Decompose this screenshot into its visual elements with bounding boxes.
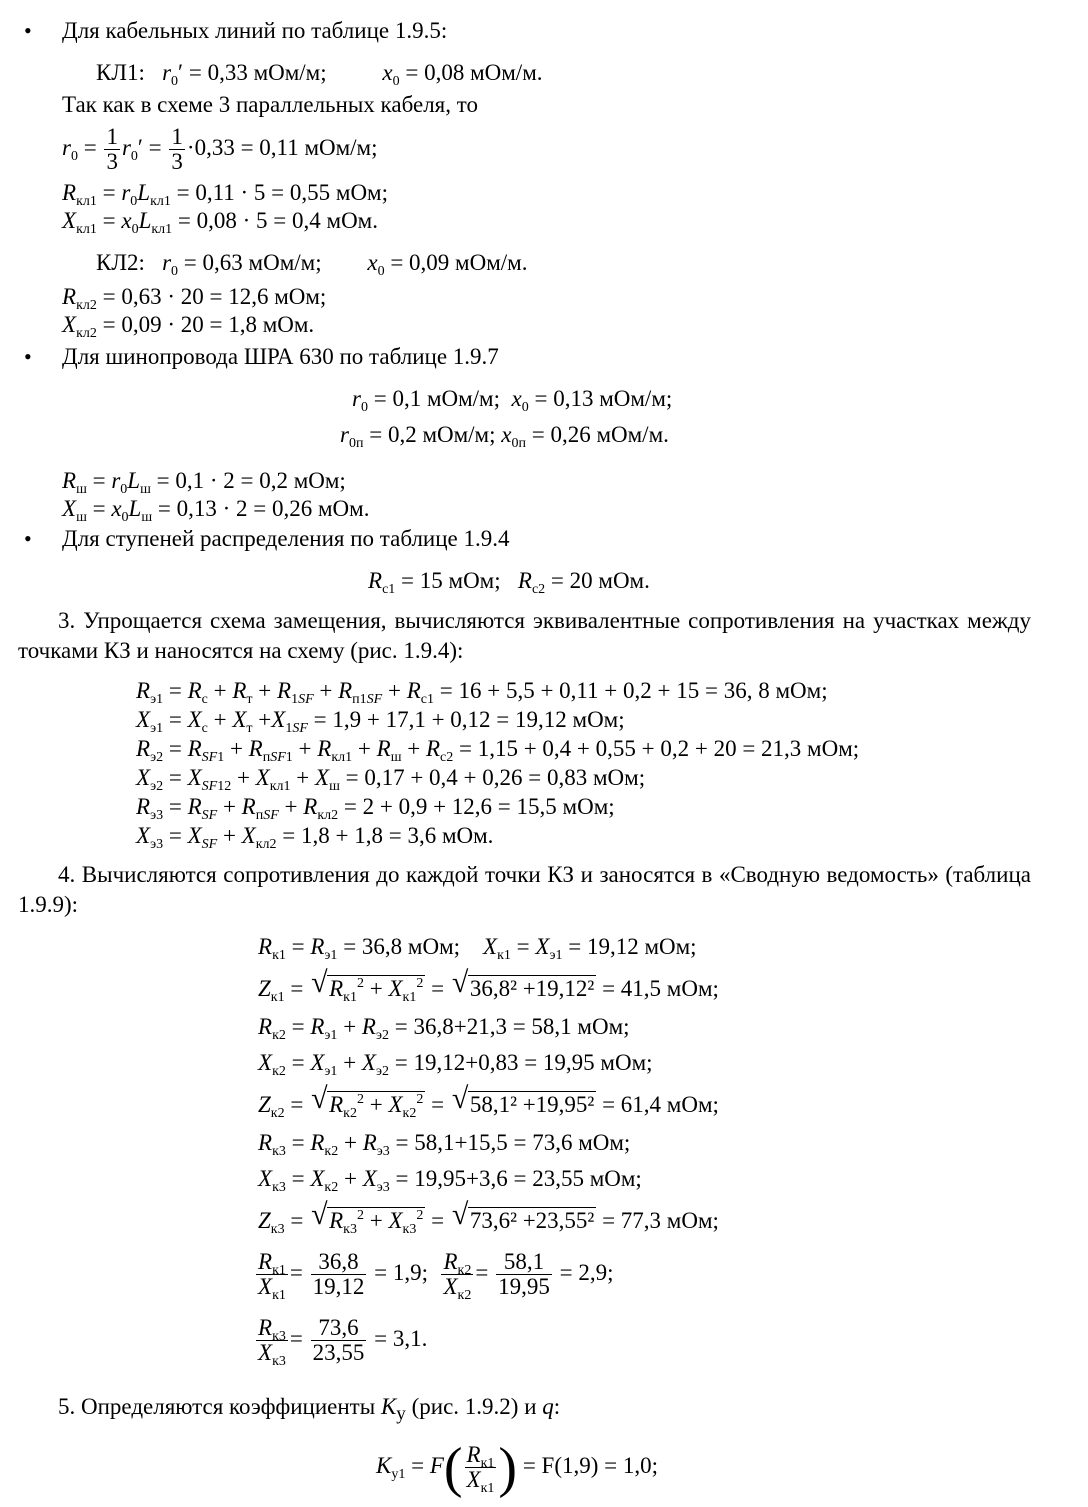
- r-sh-value: = 0,1 · 2 = 0,2 мОм;: [156, 468, 346, 493]
- xk2-value: = 19,12+0,83 = 19,95 мОм;: [394, 1050, 653, 1075]
- zk1-result: = 41,5 мОм;: [602, 976, 719, 1001]
- r-kl2-formula: $R_{кл2} = 0,63 \cdot 20 = 12,6$ мОм;: [62, 284, 327, 313]
- stages-values: $R_{c1} = 15$ мОм; $R_{c2} = 20$ мОм.: [368, 568, 650, 597]
- x-kl2-formula: $X_{кл2} = 0,09 \cdot 20 = 1,8$ мОм.: [62, 312, 315, 341]
- busway-intro: Для шинопровода ШРА 630 по таблице 1.9.7: [62, 344, 499, 369]
- kl2-r0-value: 0,63 мОм/м;: [202, 250, 322, 275]
- ratio1-symbolic: $\frac{R_{к1}}{X_{к1}}$: [258, 1249, 286, 1304]
- busway-r0p-value: 0,2 мОм/м;: [387, 422, 496, 447]
- bullet-mark: •: [24, 526, 32, 551]
- ky1-formula: $K_{у1} = F$( $\frac{R_{к1}}{X_{к1}}$ ) = F(1,9) = 1,0;: [376, 1436, 659, 1499]
- ratio2-result: = 2,9;: [559, 1260, 614, 1285]
- zk1-line: $Z_{к1}$ = √ $R_{к1}^2 + X_{к1}^2$ = √ 36,8² +19,12² = 41,5 мОм;: [258, 974, 719, 1004]
- step3-paragraph: 3. Упрощается схема замещения, вычисляются эквивалентные сопротивления на участках между точками КЗ и наносятся на схему (рис. 1.9.4):: [18, 608, 1031, 663]
- r-kl1-formula: $R_{кл1} = r_0L_{кл1} = 0,11 \cdot 5 = 0,55$ мОм;: [62, 180, 388, 209]
- xk2-line: $X_{к2} = X_{э1} + X_{э2} = 19,12+0,83 = 19,95$ мОм;: [258, 1050, 653, 1079]
- re1-value: = 16 + 5,5 + 0,11 + 0,2 + 15 = 36, 8 мОм;: [439, 678, 828, 703]
- busway-r0p-line: $r_{0п} = 0,2$ мОм/м; $x_{0п} = 0,26$ мОм/м.: [340, 422, 669, 451]
- zk2-line: $Z_{к2}$ = √ $R_{к2}^2 + X_{к2}^2$ = √ 58,1² +19,95² = 61,4 мОм;: [258, 1090, 719, 1120]
- kl1-x0-value: 0,08 мОм/м.: [424, 60, 543, 85]
- r-kl1-value: = 0,11 · 5 = 0,55 мОм;: [176, 180, 388, 205]
- re3-value: = 2 + 0,9 + 12,6 = 15,5 мОм;: [343, 794, 615, 819]
- bullet-mark: •: [24, 344, 32, 369]
- xe2-value: = 0,17 + 0,4 + 0,26 = 0,83 мОм;: [345, 765, 646, 790]
- kl1-line: КЛ1: $r_0' = 0,33$ мОм/м; $x_0 = 0,08$ мОм/м.: [96, 60, 543, 89]
- r-sh-formula: $R_ш = r_0L_ш = 0,1 \cdot 2 = 0,2$ мОм;: [62, 468, 346, 497]
- x-sh-formula: $X_ш = x_0L_ш = 0,13 \cdot 2 = 0,26$ мОм.: [62, 496, 370, 525]
- ratio2-numeric: $\frac{58,1}{19,95}$: [498, 1249, 550, 1300]
- ratio3-numeric: $\frac{73,6}{23,55}$: [312, 1315, 365, 1366]
- xe3-value: = 1,8 + 1,8 = 3,6 мОм.: [282, 823, 494, 848]
- zk2-result: = 61,4 мОм;: [602, 1092, 719, 1117]
- kl1-r0p-value: 0,33 мОм/м;: [207, 60, 327, 85]
- x-sh-value: = 0,13 · 2 = 0,26 мОм.: [157, 496, 370, 521]
- r-kl2-value: = 0,63 · 20 = 12,6 мОм;: [102, 284, 327, 309]
- xk1-value: 19,12 мОм;: [586, 934, 697, 959]
- rk3-value: = 58,1+15,5 = 73,6 мОм;: [395, 1130, 631, 1155]
- re2-formula: $R_{э2} = R_{SF1} + R_{пSF1} + R_{кл1} + R_ш + R_{с2} = 1,15 + 0,4 + 0,55 + 0,2 + 20 = 21,3$ мОм;: [136, 736, 860, 765]
- x-kl1-formula: $X_{кл1} = x_0L_{кл1} = 0,08 \cdot 5 = 0,4$ мОм.: [62, 208, 378, 237]
- r0-formula: $r_0$ = $\frac{1}{3}$ $r_0'$ = $\frac{1}{3}$ ·0,33 = 0,11 мОм/м;: [62, 124, 378, 175]
- busway-r0-value: 0,1 мОм/м;: [392, 386, 500, 411]
- bullet-mark: •: [24, 18, 32, 43]
- ratio3-result: = 3,1.: [374, 1326, 428, 1351]
- kl2-label: КЛ2:: [96, 250, 145, 275]
- zk1-expr: 36,8² +19,12²: [469, 976, 595, 1001]
- busway-x0p-value: 0,26 мОм/м.: [550, 422, 669, 447]
- r0-calc: 0,33 = 0,11 мОм/м;: [194, 135, 378, 160]
- parallel-text: Так как в схеме 3 параллельных кабеля, то: [62, 92, 478, 117]
- rk2-value: = 36,8+21,3 = 58,1 мОм;: [394, 1014, 630, 1039]
- xe3-formula: $X_{э3} = X_{SF} + X_{кл2} = 1,8 + 1,8 = 3,6$ мОм.: [136, 823, 494, 852]
- busway-x0-value: 0,13 мОм/м;: [553, 386, 673, 411]
- ratio-line-2: $\frac{R_{к3}}{X_{к3}}$ = $\frac{73,6}{23,55}$ = 3,1.: [258, 1315, 428, 1370]
- step5-line: 5. Определяются коэффициенты $K_у$ (рис. 1.9.2) и q:: [58, 1394, 561, 1425]
- x-kl2-value: = 0,09 · 20 = 1,8 мОм.: [102, 312, 315, 337]
- zk2-expr: 58,1² +19,95²: [469, 1092, 595, 1117]
- ky1-result: = F(1,9) = 1,0;: [522, 1453, 659, 1478]
- ratio2-symbolic: $\frac{R_{к2}}{X_{к2}}$: [443, 1249, 472, 1304]
- kl2-x0-value: 0,09 мОм/м.: [409, 250, 528, 275]
- xk3-line: $X_{к3} = X_{к2} + X_{э3} = 19,95+3,6 = 23,55$ мОм;: [258, 1166, 642, 1195]
- xk3-value: = 19,95+3,6 = 23,55 мОм;: [395, 1166, 642, 1191]
- busway-r0-line: $r_0 = 0,1$ мОм/м; $x_0 = 0,13$ мОм/м;: [352, 386, 673, 415]
- step5-text-a: 5. Определяются коэффициенты: [58, 1394, 376, 1419]
- xe1-value: = 1,9 + 17,1 + 0,12 = 19,12 мОм;: [313, 707, 625, 732]
- ratio1-numeric: $\frac{36,8}{19,12}$: [312, 1249, 365, 1300]
- cables-intro: Для кабельных линий по таблице 1.9.5:: [62, 18, 448, 43]
- rc2-value: 20 мОм.: [569, 568, 650, 593]
- re3-formula: $R_{э3} = R_{SF} + R_{пSF} + R_{кл2} = 2 + 0,9 + 12,6 = 15,5$ мОм;: [136, 794, 615, 823]
- step4-paragraph: 4. Вычисляются сопротивления до каждой точки КЗ и заносятся в «Сводную ведомость» (таблица 1.9.9):: [18, 862, 1031, 917]
- rc1-value: 15 мОм;: [419, 568, 501, 593]
- rk1-value: 36,8 мОм;: [361, 934, 461, 959]
- ratio-line-1: $\frac{R_{к1}}{X_{к1}}$ = $\frac{36,8}{19,12}$ = 1,9; $\frac{R_{к2}}{X_{к2}}$ = $\frac{58,1}{19,95}$ = 2,9;: [258, 1249, 614, 1304]
- zk3-result: = 77,3 мОм;: [602, 1208, 719, 1233]
- rk3-line: $R_{к3} = R_{к2} + R_{э3} = 58,1+15,5 = 73,6$ мОм;: [258, 1130, 631, 1159]
- rk1-line: $R_{к1} = R_{э1} = 36,8$ мОм; $X_{к1} = X_{э1} = 19,12$ мОм;: [258, 934, 697, 963]
- zk3-expr: 73,6² +23,55²: [469, 1208, 595, 1233]
- ratio3-symbolic: $\frac{R_{к3}}{X_{к3}}$: [258, 1315, 286, 1370]
- kl1-label: КЛ1:: [96, 60, 145, 85]
- ratio1-result: = 1,9;: [374, 1260, 428, 1285]
- kl2-line: КЛ2: $r_0 = 0,63$ мОм/м; $x_0 = 0,09$ мОм/м.: [96, 250, 528, 279]
- re1-formula: $R_{э1} = R_с + R_т + R_{1SF} + R_{п1SF} + R_{с1} = 16 + 5,5 + 0,11 + 0,2 + 15 = 36$, 8 мОм;: [136, 678, 828, 707]
- x-kl1-value: = 0,08 · 5 = 0,4 мОм.: [177, 208, 378, 233]
- stages-intro: Для ступеней распределения по таблице 1.9.4: [62, 526, 510, 551]
- zk3-line: $Z_{к3}$ = √ $R_{к3}^2 + X_{к3}^2$ = √ 73,6² +23,55² = 77,3 мОм;: [258, 1206, 719, 1236]
- step5-text-b: (рис. 1.9.2) и: [411, 1394, 537, 1419]
- xe2-formula: $X_{э2} = X_{SF12} + X_{кл1} + X_ш = 0,17 + 0,4 + 0,26 = 0,83$ мОм;: [136, 765, 646, 794]
- rk2-line: $R_{к2} = R_{э1} + R_{э2} = 36,8+21,3 = 58,1$ мОм;: [258, 1014, 630, 1043]
- xe1-formula: $X_{э1} = X_с + X_т +X_{1SF} = 1,9 + 17,1 + 0,12 = 19,12$ мОм;: [136, 707, 625, 736]
- re2-value: = 1,15 + 0,4 + 0,55 + 0,2 + 20 = 21,3 мОм;: [458, 736, 860, 761]
